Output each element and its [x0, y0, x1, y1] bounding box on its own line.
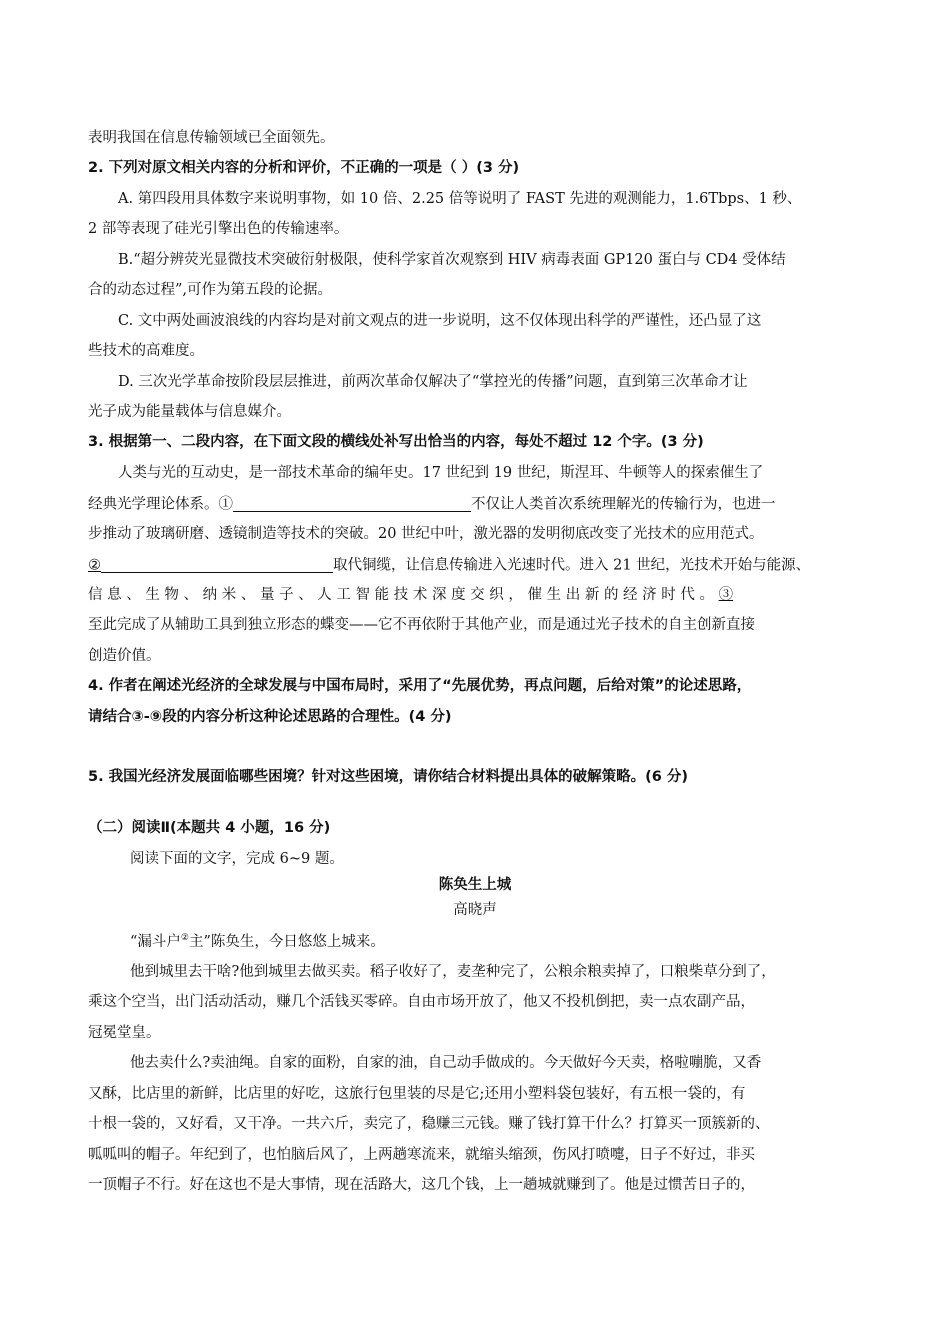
passage-text: 经典光学理论体系。① — [88, 496, 233, 513]
section-heading: （二）阅读Ⅱ(本题共 4 小题，16 分) — [88, 820, 331, 836]
passage-text: 不仅让人类首次系统理解光的传输行为，也进一 — [471, 496, 776, 513]
question-3-stem: 3. 根据第一、二段内容，在下面文段的横线处补写出恰当的内容，每处不超过 12 个字。(3 分) — [88, 434, 704, 450]
story-author: 高晓声 — [453, 902, 497, 918]
question-4-stem: 请结合③-⑨段的内容分析这种论述思路的合理性。(4 分) — [88, 709, 452, 725]
passage-line: 步推动了玻璃研磨、透镜制造等技术的突破。20 世纪中叶，激光器的发明彻底改变了光技术的应用范式。 — [88, 526, 764, 542]
story-line: 他去卖什么?卖油绳。自家的面粉，自家的油，自己动手做成的。今天做好今天卖，格啦嘣脆，又香 — [130, 1055, 762, 1071]
story-line: 他到城里去干啥?他到城里去做买卖。稻子收好了，麦垄种完了，公粮余粮卖掉了，口粮柴草分到了， — [130, 964, 776, 980]
option-a-line: 2 部等表现了硅光引擎出色的传输速率。 — [88, 221, 349, 237]
story-paragraph — [130, 934, 385, 949]
story-line: 一顶帽子不行。好在这也不是大事情，现在活路大，这几个钱，上一趟城就赚到了。他是过惯苦日子的， — [88, 1177, 755, 1193]
option-b-line: 合的动态过程”,可作为第五段的论据。 — [88, 282, 333, 298]
question-5-stem: 5. 我国光经济发展面临哪些困境？针对这些困境，请你结合材料提出具体的破解策略。(6 分) — [88, 769, 689, 785]
answer-blank-1[interactable] — [233, 496, 471, 512]
question-2-stem: 2. 下列对原文相关内容的分析和评价，不正确的一项是（ ）(3 分) — [88, 160, 520, 176]
option-c-line: C. 文中两处画波浪线的内容均是对前文观点的进一步说明，这不仅体现出科学的严谨性，还凸显了这 — [118, 313, 762, 329]
story-text: 主”陈奂生，今日悠悠上城来。 — [189, 933, 385, 950]
answer-blank-2[interactable] — [101, 557, 333, 573]
passage-line — [88, 496, 776, 512]
story-text: “漏斗户 — [130, 933, 181, 950]
paragraph-line: 表明我国在信息传输领域已全面领先。 — [88, 130, 335, 146]
passage-line: 人类与光的互动史，是一部技术革命的编年史。17 世纪到 19 世纪，斯涅耳、牛顿等人的探索催生了 — [118, 465, 764, 481]
passage-text: 取代铜缆，让信息传输进入光速时代。进入 21 世纪，光技术开始与能源、 — [333, 557, 811, 574]
passage-line: 创造价值。 — [88, 648, 161, 664]
reading-instruction: 阅读下面的文字，完成 6~9 题。 — [130, 851, 344, 867]
option-a-line: A. 第四段用具体数字来说明事物，如 10 倍、2.25 倍等说明了 FAST 先进的观测能力，1.6Tbps、1 秒、 — [118, 191, 802, 207]
story-line: 冠冕堂皇。 — [88, 1025, 161, 1041]
passage-line — [88, 557, 810, 573]
option-c-line: 些技术的高难度。 — [88, 343, 204, 359]
option-d-line: D. 三次光学革命按阶段层层推进，前两次革命仅解决了“掌控光的传播”问题，直到第三次革命才让 — [118, 374, 748, 390]
blank-marker-2: ② — [88, 557, 101, 574]
blank-marker-3[interactable]: ③ — [718, 587, 734, 603]
passage-line: 至此完成了从辅助工具到独立形态的蝶变——它不再依附于其他产业，而是通过光子技术的自主创新直接 — [88, 617, 755, 633]
question-4-stem: 4. 作者在阐述光经济的全球发展与中国布局时，采用了“先展优势，再点问题，后给对策”的论述思路， — [88, 678, 752, 694]
passage-text: 信 息 、 生 物 、 纳 米 、 量 子 、 人 工 智 能 技 术 深 度 交 织 ， 催 生 出 新 的 经 济 时 代 。 — [88, 587, 714, 603]
footnote-marker: ② — [180, 933, 189, 943]
option-b-line: B.“超分辨荧光显微技术突破衍射极限，使科学家首次观察到 HIV 病毒表面 GP120 蛋白与 CD4 受体结 — [118, 252, 786, 268]
passage-line — [88, 588, 733, 603]
story-line: 十根一袋的，又好看，又干净。一共六斤，卖完了，稳赚三元钱。赚了钱打算干什么？打算买一顶簇新的、 — [88, 1116, 770, 1132]
story-line: 呱呱叫的帽子。年纪到了，也怕脑后风了，上两趟寒流来，就缩头缩颈，伤风打喷嚏，日子不好过，非买 — [88, 1147, 755, 1163]
story-title: 陈奂生上城 — [438, 877, 512, 893]
story-line: 又酥，比店里的新鲜，比店里的好吃，这旅行包里装的尽是它;还用小塑料袋包装好，有五根一袋的，有 — [88, 1086, 746, 1102]
option-d-line: 光子成为能量载体与信息媒介。 — [88, 404, 291, 420]
story-line: 乘这个空当，出门活动活动，赚几个活钱买零碎。自由市场开放了，他又不投机倒把，卖一点农副产品， — [88, 994, 755, 1010]
